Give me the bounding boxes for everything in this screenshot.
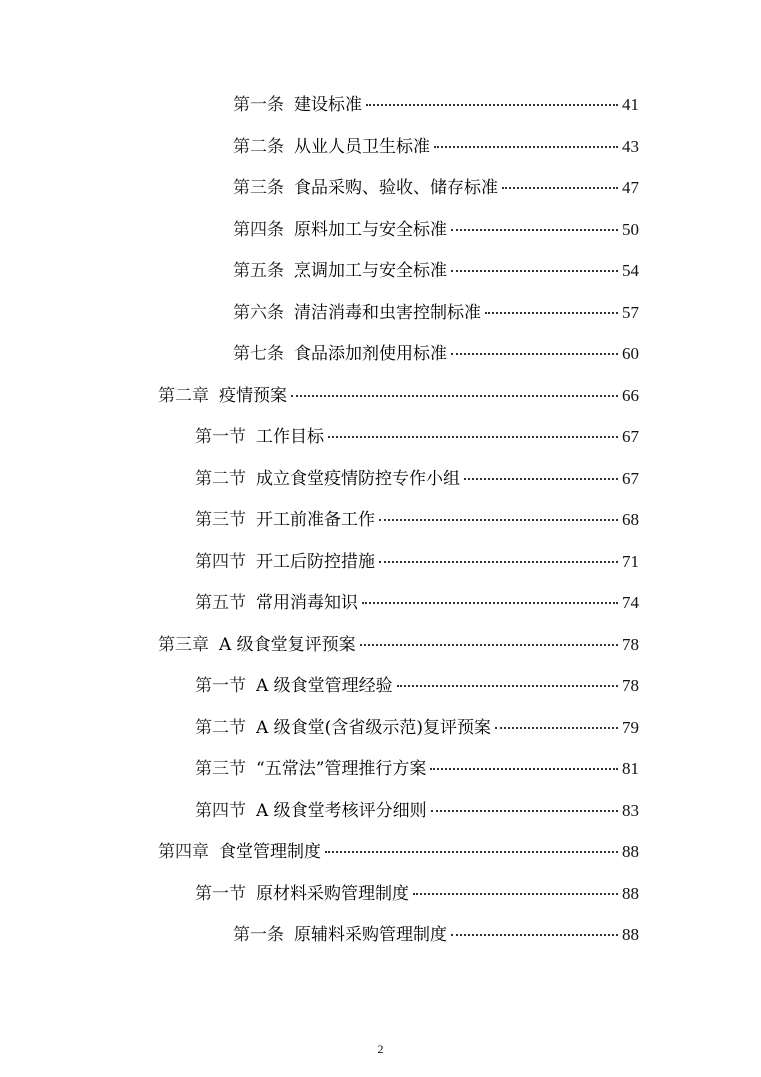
toc-entry-title: A 级食堂考核评分细则 xyxy=(256,800,427,821)
toc-entry-number: 第二节 xyxy=(195,468,246,489)
page-number: 2 xyxy=(377,1042,384,1056)
toc-entry[interactable] xyxy=(233,256,639,286)
toc-entry-title: A 级食堂复评预案 xyxy=(219,634,356,655)
toc-entry[interactable] xyxy=(233,90,639,120)
toc-entry-page: 67 xyxy=(622,427,639,446)
toc-entry-title: 开工前准备工作 xyxy=(256,510,375,530)
toc-entry-number: 第四节 xyxy=(195,800,246,821)
toc-entry-title: 清洁消毒和虫害控制标准 xyxy=(294,302,481,323)
toc-entry-page: 68 xyxy=(622,510,639,529)
toc-entry[interactable] xyxy=(233,339,639,369)
toc-entry-number: 第一节 xyxy=(195,883,246,904)
toc-leader-dots xyxy=(291,395,618,397)
toc-leader-dots xyxy=(397,685,618,687)
toc-entry-page: 71 xyxy=(622,551,639,571)
toc-entry-number: 第一节 xyxy=(195,676,246,696)
toc-entry-page: 79 xyxy=(622,717,639,737)
toc-entry-section[interactable] xyxy=(195,754,639,784)
toc-entry-number: 第五条 xyxy=(233,261,284,281)
toc-entry-page: 57 xyxy=(622,302,639,322)
toc-entry-number: 第一节 xyxy=(195,427,246,447)
toc-entry[interactable] xyxy=(233,132,639,162)
toc-entry-title: 食品添加剂使用标准 xyxy=(294,344,447,364)
toc-entry-page: 78 xyxy=(622,634,639,654)
toc-entry[interactable] xyxy=(233,298,639,328)
toc-entry-page: 47 xyxy=(622,178,639,197)
toc-entry-number: 第七条 xyxy=(233,344,284,364)
toc-entry-number: 第二章 xyxy=(158,385,209,406)
toc-entry-number: 第三节 xyxy=(195,510,246,530)
toc-entry-page: 88 xyxy=(622,883,639,903)
toc-entry-page: 67 xyxy=(622,468,639,488)
toc-entry-number: 第六条 xyxy=(233,302,284,323)
toc-entry-page: 66 xyxy=(622,385,639,405)
toc-entry-title: 工作目标 xyxy=(256,427,324,447)
toc-entry-number: 第四章 xyxy=(158,842,209,862)
toc-leader-dots xyxy=(379,561,618,563)
toc-entry-title: “五常法”管理推行方案 xyxy=(256,759,427,779)
toc-leader-dots xyxy=(485,312,618,314)
toc-entry-number: 第三章 xyxy=(158,634,209,655)
toc-entry-title: A 级食堂管理经验 xyxy=(256,676,393,696)
toc-entry-page: 88 xyxy=(622,925,639,944)
toc-leader-dots xyxy=(379,519,618,521)
toc-entry[interactable] xyxy=(233,173,639,203)
toc-leader-dots xyxy=(431,810,618,812)
toc-entry-section[interactable] xyxy=(195,505,639,535)
toc-entry-chapter[interactable] xyxy=(158,837,639,867)
toc-entry-title: 食堂管理制度 xyxy=(219,842,321,862)
toc-leader-dots xyxy=(451,353,618,355)
toc-leader-dots xyxy=(366,104,618,106)
toc-entry-page: 54 xyxy=(622,261,639,280)
toc-entry-page: 50 xyxy=(622,219,639,239)
toc-entry-page: 74 xyxy=(622,593,639,612)
toc-entry-section[interactable] xyxy=(195,671,639,701)
toc-entry-page: 81 xyxy=(622,759,639,778)
toc-entry-page: 88 xyxy=(622,842,639,861)
toc-leader-dots xyxy=(502,187,618,189)
toc-entry-title: 建设标准 xyxy=(294,95,362,115)
toc-leader-dots xyxy=(360,644,618,646)
toc-entry-number: 第二条 xyxy=(233,136,284,157)
toc-entry-section[interactable] xyxy=(195,713,639,743)
toc-entry-title: 原辅料采购管理制度 xyxy=(294,925,447,945)
toc-leader-dots xyxy=(495,727,618,729)
toc-entry-number: 第二节 xyxy=(195,717,246,738)
toc-entry-page: 78 xyxy=(622,676,639,695)
toc-entry-number: 第四节 xyxy=(195,551,246,572)
toc-entry-page: 83 xyxy=(622,800,639,820)
toc-entry-page: 43 xyxy=(622,136,639,156)
toc-leader-dots xyxy=(325,851,618,853)
toc-entry-number: 第一条 xyxy=(233,95,284,115)
toc-entry-section[interactable] xyxy=(195,588,639,618)
toc-leader-dots xyxy=(328,436,618,438)
toc-entry-number: 第五节 xyxy=(195,593,246,613)
toc-leader-dots xyxy=(413,893,618,895)
toc-entry-section[interactable] xyxy=(195,879,639,909)
toc-entry-title: 食品采购、验收、储存标准 xyxy=(294,178,498,198)
toc-entry-title: 烹调加工与安全标准 xyxy=(294,261,447,281)
toc-entry[interactable] xyxy=(233,215,639,245)
toc-entry-number: 第三节 xyxy=(195,759,246,779)
toc-leader-dots xyxy=(464,478,618,480)
toc-leader-dots xyxy=(430,768,618,770)
toc-leader-dots xyxy=(434,146,618,148)
toc-entry-page: 41 xyxy=(622,95,639,114)
toc-entry-title: 从业人员卫生标准 xyxy=(294,136,430,157)
toc-entry-chapter[interactable] xyxy=(158,630,639,660)
toc-entry-number: 第三条 xyxy=(233,178,284,198)
toc-entry-title: 开工后防控措施 xyxy=(256,551,375,572)
toc-entry-page: 60 xyxy=(622,344,639,363)
toc-entry-title: 原材料采购管理制度 xyxy=(256,883,409,904)
toc-entry-section[interactable] xyxy=(195,547,639,577)
toc-entry-title: A 级食堂(含省级示范)复评预案 xyxy=(256,717,491,738)
toc-entry-section[interactable] xyxy=(195,464,639,494)
toc-entry-section[interactable] xyxy=(195,422,639,452)
toc-leader-dots xyxy=(362,602,618,604)
toc-leader-dots xyxy=(451,934,618,936)
toc-entry-title: 原料加工与安全标准 xyxy=(294,219,447,240)
toc-entry[interactable] xyxy=(233,920,639,950)
toc-leader-dots xyxy=(451,229,618,231)
toc-leader-dots xyxy=(451,270,618,272)
toc-entry-title: 疫情预案 xyxy=(219,385,287,406)
toc-entry-section[interactable] xyxy=(195,796,639,826)
toc-entry-title: 成立食堂疫情防控专作小组 xyxy=(256,468,460,489)
toc-entry-chapter[interactable] xyxy=(158,381,639,411)
toc-entry-title: 常用消毒知识 xyxy=(256,593,358,613)
toc-entry-number: 第一条 xyxy=(233,925,284,945)
toc-entry-number: 第四条 xyxy=(233,219,284,240)
